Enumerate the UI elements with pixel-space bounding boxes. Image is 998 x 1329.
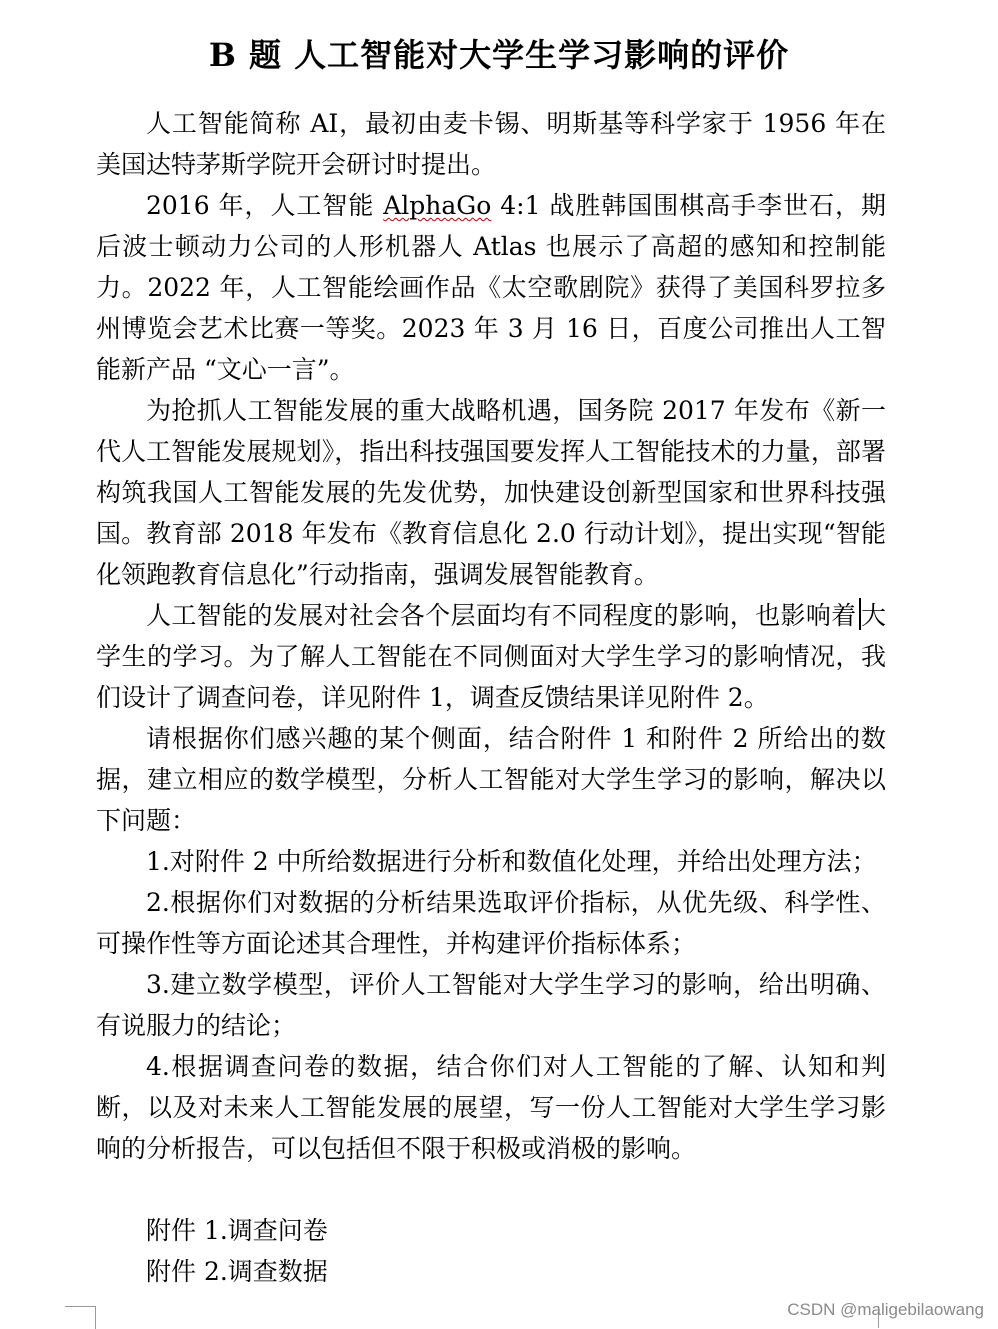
question-3: 3.建立数学模型，评价人工智能对大学生学习的影响，给出明确、有说服力的结论；: [96, 970, 886, 1040]
paragraph-spacer: [96, 1169, 886, 1210]
paragraph-survey-intro: [96, 595, 886, 718]
attachment-1: 附件 1.调查问卷: [146, 1216, 328, 1245]
milestones-text-end: 4:1 战胜韩国围棋高手李世石，期后波士顿动力公司的人形机器人 Atlas 也展示了高超的感知和控制能力。2022 年，人工智能绘画作品《太空歌剧院》获得了美国科罗拉多州博览会艺术比赛一等奖。2023 年 3 月 16 日，百度公司推出人工智能新产品 “文心一言”。: [96, 191, 886, 384]
document-body: [96, 103, 886, 1292]
crop-mark-left: [65, 1306, 96, 1329]
paragraph-national-strategy: 为抢抓人工智能发展的重大战略机遇，国务院 2017 年发布《新一代人工智能发展规划》，指出科技强国要发挥人工智能技术的力量，部署构筑我国人工智能发展的先发优势，加快建设创新型国家和世界科技强国。教育部 2018 年发布《教育信息化 2.0 行动计划》，提出实现“智能化领跑教育信息化”行动指南，强调发展智能教育。: [96, 396, 886, 589]
document-title: B 题 人工智能对大学生学习影响的评价: [208, 36, 790, 74]
survey-intro-line-end: 大学生的学习。为了解人工智能在不同侧面对大学生学习的影响情况，我们设计了调查问卷，详见附件 1，调查反馈结果详见附件 2。: [96, 601, 886, 712]
question-4: 4.根据调查问卷的数据，结合你们对人工智能的了解、认知和判断，以及对未来人工智能发展的展望，写一份人工智能对大学生学习影响的分析报告，可以包括但不限于积极或消极的影响。: [96, 1052, 886, 1163]
paragraph-ai-milestones: [96, 185, 886, 390]
milestones-text-start: 2016 年，人工智能: [146, 191, 384, 220]
paragraph-task-description: 请根据你们感兴趣的某个侧面，结合附件 1 和附件 2 所给出的数据，建立相应的数学模型，分析人工智能对大学生学习的影响，解决以下问题：: [96, 724, 886, 835]
attachment-2: 附件 2.调查数据: [146, 1257, 328, 1286]
question-1: 1.对附件 2 中所给数据进行分析和数值化处理，并给出处理方法；: [146, 847, 877, 876]
paragraph-ai-definition: 人工智能简称 AI，最初由麦卡锡、明斯基等科学家于 1956 年在美国达特茅斯学院开会研讨时提出。: [96, 109, 886, 179]
survey-intro-line-start: 人工智能的发展对社会各个层面均有不同程度的影响，也影响着: [146, 601, 857, 630]
csdn-watermark: CSDN @maligebilaowang: [787, 1300, 984, 1319]
question-2: 2.根据你们对数据的分析结果选取评价指标，从优先级、科学性、可操作性等方面论述其合理性，并构建评价指标体系；: [96, 888, 886, 958]
alphago-spellcheck-word: AlphaGo: [383, 191, 492, 220]
